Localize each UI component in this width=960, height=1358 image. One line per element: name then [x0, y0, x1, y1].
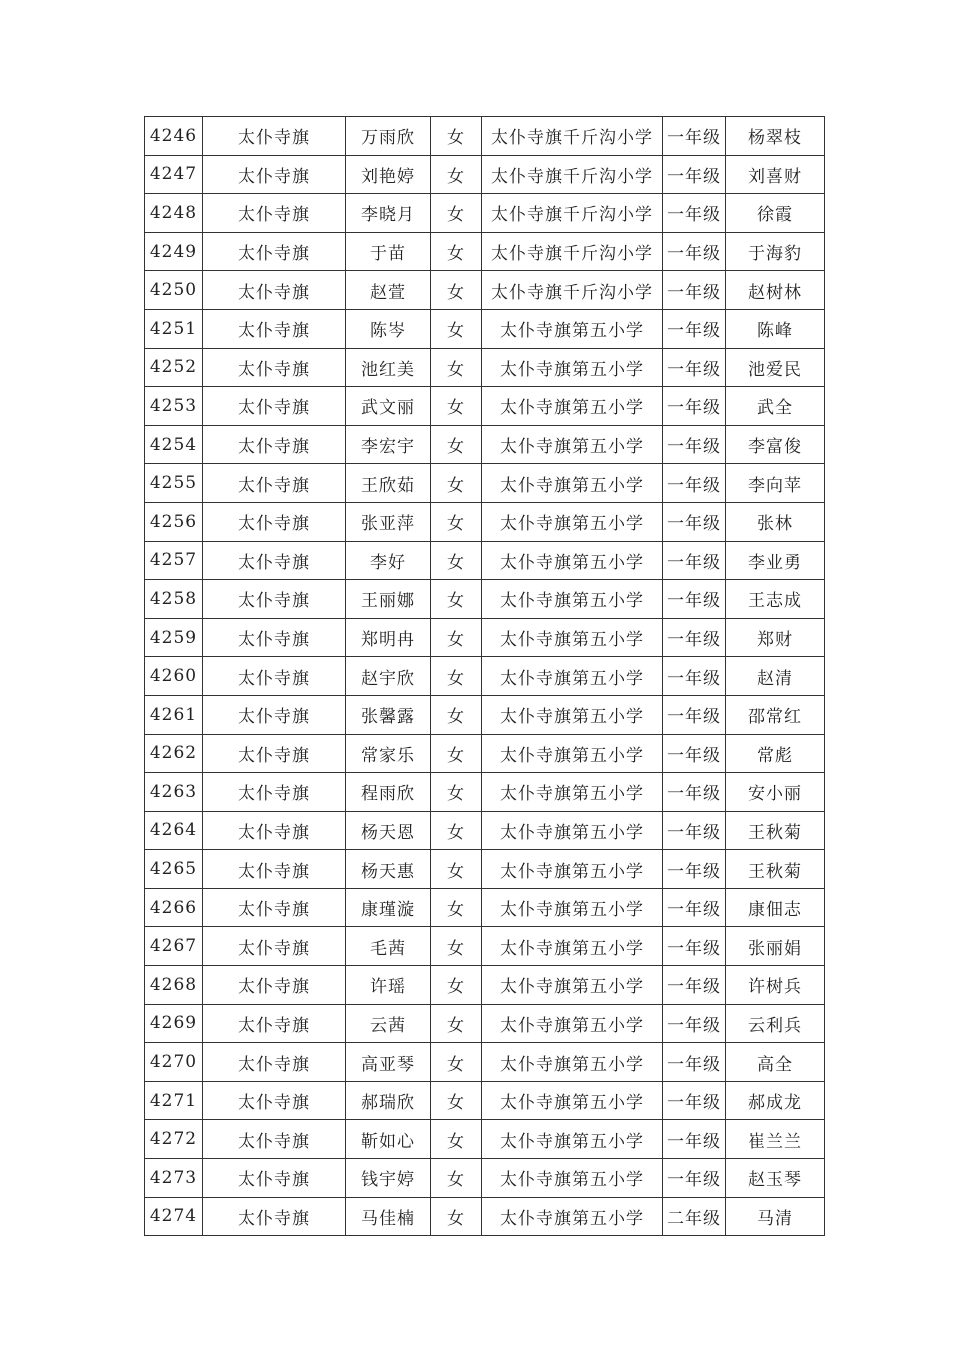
guardian-name-cell: 于海豹: [726, 232, 825, 271]
student-name-cell: 刘艳婷: [346, 155, 431, 194]
student-name-cell: 毛茜: [346, 927, 431, 966]
table-row: [145, 387, 825, 426]
table-row: [145, 811, 825, 850]
region-cell: 太仆寺旗: [203, 117, 346, 156]
gender-cell: 女: [431, 155, 482, 194]
gender-cell: 女: [431, 1159, 482, 1198]
table-row: [145, 927, 825, 966]
student-name-cell: 康瑾漩: [346, 888, 431, 927]
guardian-name-cell: 常彪: [726, 734, 825, 773]
row-number-cell: 4258: [145, 580, 203, 619]
grade-cell: 一年级: [663, 502, 726, 541]
region-cell: 太仆寺旗: [203, 811, 346, 850]
guardian-name-cell: 郝成龙: [726, 1081, 825, 1120]
school-cell: 太仆寺旗第五小学: [482, 811, 663, 850]
table-row: [145, 425, 825, 464]
gender-cell: 女: [431, 1004, 482, 1043]
student-name-cell: 靳如心: [346, 1120, 431, 1159]
row-number-cell: 4251: [145, 309, 203, 348]
gender-cell: 女: [431, 194, 482, 233]
region-cell: 太仆寺旗: [203, 1004, 346, 1043]
grade-cell: 一年级: [663, 425, 726, 464]
school-cell: 太仆寺旗第五小学: [482, 850, 663, 889]
guardian-name-cell: 康佃志: [726, 888, 825, 927]
gender-cell: 女: [431, 425, 482, 464]
table-row: [145, 232, 825, 271]
school-cell: 太仆寺旗第五小学: [482, 1159, 663, 1198]
gender-cell: 女: [431, 773, 482, 812]
grade-cell: 一年级: [663, 348, 726, 387]
school-cell: 太仆寺旗第五小学: [482, 695, 663, 734]
school-cell: 太仆寺旗第五小学: [482, 888, 663, 927]
table-row: [145, 734, 825, 773]
table-row: [145, 1120, 825, 1159]
row-number-cell: 4248: [145, 194, 203, 233]
school-cell: 太仆寺旗千斤沟小学: [482, 117, 663, 156]
region-cell: 太仆寺旗: [203, 927, 346, 966]
student-name-cell: 杨天恩: [346, 811, 431, 850]
guardian-name-cell: 池爱民: [726, 348, 825, 387]
grade-cell: 一年级: [663, 966, 726, 1005]
row-number-cell: 4262: [145, 734, 203, 773]
student-name-cell: 武文丽: [346, 387, 431, 426]
guardian-name-cell: 马清: [726, 1197, 825, 1236]
region-cell: 太仆寺旗: [203, 464, 346, 503]
school-cell: 太仆寺旗第五小学: [482, 734, 663, 773]
grade-cell: 一年级: [663, 773, 726, 812]
guardian-name-cell: 许树兵: [726, 966, 825, 1005]
guardian-name-cell: 赵玉琴: [726, 1159, 825, 1198]
row-number-cell: 4249: [145, 232, 203, 271]
student-name-cell: 马佳楠: [346, 1197, 431, 1236]
guardian-name-cell: 郑财: [726, 618, 825, 657]
guardian-name-cell: 王志成: [726, 580, 825, 619]
gender-cell: 女: [431, 387, 482, 426]
row-number-cell: 4252: [145, 348, 203, 387]
school-cell: 太仆寺旗第五小学: [482, 618, 663, 657]
table-row: [145, 1081, 825, 1120]
grade-cell: 一年级: [663, 1081, 726, 1120]
gender-cell: 女: [431, 1120, 482, 1159]
grade-cell: 一年级: [663, 194, 726, 233]
table-row: [145, 348, 825, 387]
row-number-cell: 4264: [145, 811, 203, 850]
gender-cell: 女: [431, 657, 482, 696]
grade-cell: 一年级: [663, 155, 726, 194]
grade-cell: 一年级: [663, 1043, 726, 1082]
table-row: [145, 1043, 825, 1082]
school-cell: 太仆寺旗第五小学: [482, 657, 663, 696]
grade-cell: 一年级: [663, 232, 726, 271]
school-cell: 太仆寺旗第五小学: [482, 387, 663, 426]
grade-cell: 一年级: [663, 271, 726, 310]
grade-cell: 一年级: [663, 850, 726, 889]
region-cell: 太仆寺旗: [203, 232, 346, 271]
row-number-cell: 4254: [145, 425, 203, 464]
school-cell: 太仆寺旗第五小学: [482, 580, 663, 619]
table-row: [145, 464, 825, 503]
gender-cell: 女: [431, 618, 482, 657]
guardian-name-cell: 安小丽: [726, 773, 825, 812]
grade-cell: 一年级: [663, 927, 726, 966]
gender-cell: 女: [431, 580, 482, 619]
table-row: [145, 695, 825, 734]
school-cell: 太仆寺旗第五小学: [482, 1120, 663, 1159]
guardian-name-cell: 邵常红: [726, 695, 825, 734]
grade-cell: 一年级: [663, 464, 726, 503]
table-row: [145, 117, 825, 156]
row-number-cell: 4265: [145, 850, 203, 889]
row-number-cell: 4246: [145, 117, 203, 156]
grade-cell: 一年级: [663, 580, 726, 619]
student-name-cell: 云茜: [346, 1004, 431, 1043]
gender-cell: 女: [431, 927, 482, 966]
gender-cell: 女: [431, 464, 482, 503]
row-number-cell: 4257: [145, 541, 203, 580]
grade-cell: 一年级: [663, 811, 726, 850]
student-name-cell: 郝瑞欣: [346, 1081, 431, 1120]
grade-cell: 一年级: [663, 695, 726, 734]
grade-cell: 一年级: [663, 387, 726, 426]
gender-cell: 女: [431, 1081, 482, 1120]
region-cell: 太仆寺旗: [203, 618, 346, 657]
student-name-cell: 李好: [346, 541, 431, 580]
region-cell: 太仆寺旗: [203, 194, 346, 233]
guardian-name-cell: 刘喜财: [726, 155, 825, 194]
grade-cell: 一年级: [663, 117, 726, 156]
table-row: [145, 194, 825, 233]
table-row: [145, 155, 825, 194]
row-number-cell: 4259: [145, 618, 203, 657]
student-name-cell: 李晓月: [346, 194, 431, 233]
school-cell: 太仆寺旗第五小学: [482, 502, 663, 541]
region-cell: 太仆寺旗: [203, 1197, 346, 1236]
gender-cell: 女: [431, 734, 482, 773]
guardian-name-cell: 王秋菊: [726, 850, 825, 889]
gender-cell: 女: [431, 695, 482, 734]
student-name-cell: 程雨欣: [346, 773, 431, 812]
row-number-cell: 4274: [145, 1197, 203, 1236]
gender-cell: 女: [431, 117, 482, 156]
school-cell: 太仆寺旗第五小学: [482, 966, 663, 1005]
table-row: [145, 271, 825, 310]
row-number-cell: 4260: [145, 657, 203, 696]
school-cell: 太仆寺旗第五小学: [482, 1081, 663, 1120]
row-number-cell: 4270: [145, 1043, 203, 1082]
gender-cell: 女: [431, 309, 482, 348]
table-row: [145, 888, 825, 927]
row-number-cell: 4247: [145, 155, 203, 194]
school-cell: 太仆寺旗第五小学: [482, 1197, 663, 1236]
region-cell: 太仆寺旗: [203, 734, 346, 773]
student-roster-table: [144, 116, 825, 1236]
grade-cell: 一年级: [663, 734, 726, 773]
row-number-cell: 4255: [145, 464, 203, 503]
region-cell: 太仆寺旗: [203, 1081, 346, 1120]
guardian-name-cell: 陈峰: [726, 309, 825, 348]
school-cell: 太仆寺旗千斤沟小学: [482, 194, 663, 233]
guardian-name-cell: 徐霞: [726, 194, 825, 233]
region-cell: 太仆寺旗: [203, 387, 346, 426]
row-number-cell: 4267: [145, 927, 203, 966]
region-cell: 太仆寺旗: [203, 1120, 346, 1159]
school-cell: 太仆寺旗千斤沟小学: [482, 271, 663, 310]
grade-cell: 一年级: [663, 309, 726, 348]
gender-cell: 女: [431, 850, 482, 889]
region-cell: 太仆寺旗: [203, 850, 346, 889]
row-number-cell: 4263: [145, 773, 203, 812]
roster-body: [145, 117, 825, 1236]
gender-cell: 女: [431, 541, 482, 580]
student-name-cell: 王丽娜: [346, 580, 431, 619]
region-cell: 太仆寺旗: [203, 271, 346, 310]
region-cell: 太仆寺旗: [203, 502, 346, 541]
table-row: [145, 773, 825, 812]
school-cell: 太仆寺旗第五小学: [482, 1004, 663, 1043]
region-cell: 太仆寺旗: [203, 155, 346, 194]
region-cell: 太仆寺旗: [203, 695, 346, 734]
table-row: [145, 309, 825, 348]
grade-cell: 一年级: [663, 1004, 726, 1043]
region-cell: 太仆寺旗: [203, 348, 346, 387]
region-cell: 太仆寺旗: [203, 580, 346, 619]
table-row: [145, 966, 825, 1005]
school-cell: 太仆寺旗第五小学: [482, 464, 663, 503]
grade-cell: 一年级: [663, 888, 726, 927]
gender-cell: 女: [431, 348, 482, 387]
student-name-cell: 于苗: [346, 232, 431, 271]
guardian-name-cell: 云利兵: [726, 1004, 825, 1043]
guardian-name-cell: 张林: [726, 502, 825, 541]
school-cell: 太仆寺旗千斤沟小学: [482, 232, 663, 271]
guardian-name-cell: 李富俊: [726, 425, 825, 464]
student-name-cell: 王欣茹: [346, 464, 431, 503]
table-row: [145, 580, 825, 619]
gender-cell: 女: [431, 1197, 482, 1236]
student-name-cell: 赵萱: [346, 271, 431, 310]
region-cell: 太仆寺旗: [203, 1159, 346, 1198]
student-name-cell: 赵宇欣: [346, 657, 431, 696]
student-name-cell: 常家乐: [346, 734, 431, 773]
student-name-cell: 张馨露: [346, 695, 431, 734]
student-name-cell: 李宏宇: [346, 425, 431, 464]
gender-cell: 女: [431, 888, 482, 927]
student-name-cell: 池红美: [346, 348, 431, 387]
student-name-cell: 杨天惠: [346, 850, 431, 889]
student-name-cell: 陈岑: [346, 309, 431, 348]
grade-cell: 一年级: [663, 657, 726, 696]
region-cell: 太仆寺旗: [203, 657, 346, 696]
guardian-name-cell: 张丽娟: [726, 927, 825, 966]
grade-cell: 一年级: [663, 1120, 726, 1159]
guardian-name-cell: 李业勇: [726, 541, 825, 580]
gender-cell: 女: [431, 271, 482, 310]
table-row: [145, 541, 825, 580]
gender-cell: 女: [431, 502, 482, 541]
guardian-name-cell: 杨翠枝: [726, 117, 825, 156]
grade-cell: 一年级: [663, 1159, 726, 1198]
guardian-name-cell: 李向苹: [726, 464, 825, 503]
grade-cell: 一年级: [663, 541, 726, 580]
row-number-cell: 4273: [145, 1159, 203, 1198]
guardian-name-cell: 武全: [726, 387, 825, 426]
row-number-cell: 4253: [145, 387, 203, 426]
region-cell: 太仆寺旗: [203, 309, 346, 348]
school-cell: 太仆寺旗第五小学: [482, 348, 663, 387]
row-number-cell: 4268: [145, 966, 203, 1005]
student-name-cell: 许瑶: [346, 966, 431, 1005]
student-name-cell: 钱宇婷: [346, 1159, 431, 1198]
region-cell: 太仆寺旗: [203, 888, 346, 927]
row-number-cell: 4261: [145, 695, 203, 734]
gender-cell: 女: [431, 811, 482, 850]
row-number-cell: 4269: [145, 1004, 203, 1043]
student-name-cell: 郑明冉: [346, 618, 431, 657]
gender-cell: 女: [431, 232, 482, 271]
student-name-cell: 万雨欣: [346, 117, 431, 156]
grade-cell: 二年级: [663, 1197, 726, 1236]
gender-cell: 女: [431, 1043, 482, 1082]
row-number-cell: 4272: [145, 1120, 203, 1159]
table-row: [145, 618, 825, 657]
guardian-name-cell: 赵清: [726, 657, 825, 696]
table-row: [145, 1197, 825, 1236]
region-cell: 太仆寺旗: [203, 425, 346, 464]
row-number-cell: 4271: [145, 1081, 203, 1120]
school-cell: 太仆寺旗第五小学: [482, 927, 663, 966]
guardian-name-cell: 崔兰兰: [726, 1120, 825, 1159]
region-cell: 太仆寺旗: [203, 773, 346, 812]
school-cell: 太仆寺旗第五小学: [482, 309, 663, 348]
guardian-name-cell: 高全: [726, 1043, 825, 1082]
guardian-name-cell: 王秋菊: [726, 811, 825, 850]
school-cell: 太仆寺旗第五小学: [482, 773, 663, 812]
school-cell: 太仆寺旗第五小学: [482, 541, 663, 580]
gender-cell: 女: [431, 966, 482, 1005]
table-row: [145, 850, 825, 889]
region-cell: 太仆寺旗: [203, 1043, 346, 1082]
region-cell: 太仆寺旗: [203, 966, 346, 1005]
table-row: [145, 1159, 825, 1198]
row-number-cell: 4250: [145, 271, 203, 310]
student-name-cell: 张亚萍: [346, 502, 431, 541]
table-row: [145, 502, 825, 541]
row-number-cell: 4266: [145, 888, 203, 927]
table-row: [145, 657, 825, 696]
guardian-name-cell: 赵树林: [726, 271, 825, 310]
grade-cell: 一年级: [663, 618, 726, 657]
school-cell: 太仆寺旗千斤沟小学: [482, 155, 663, 194]
table-row: [145, 1004, 825, 1043]
region-cell: 太仆寺旗: [203, 541, 346, 580]
student-name-cell: 高亚琴: [346, 1043, 431, 1082]
row-number-cell: 4256: [145, 502, 203, 541]
school-cell: 太仆寺旗第五小学: [482, 1043, 663, 1082]
school-cell: 太仆寺旗第五小学: [482, 425, 663, 464]
